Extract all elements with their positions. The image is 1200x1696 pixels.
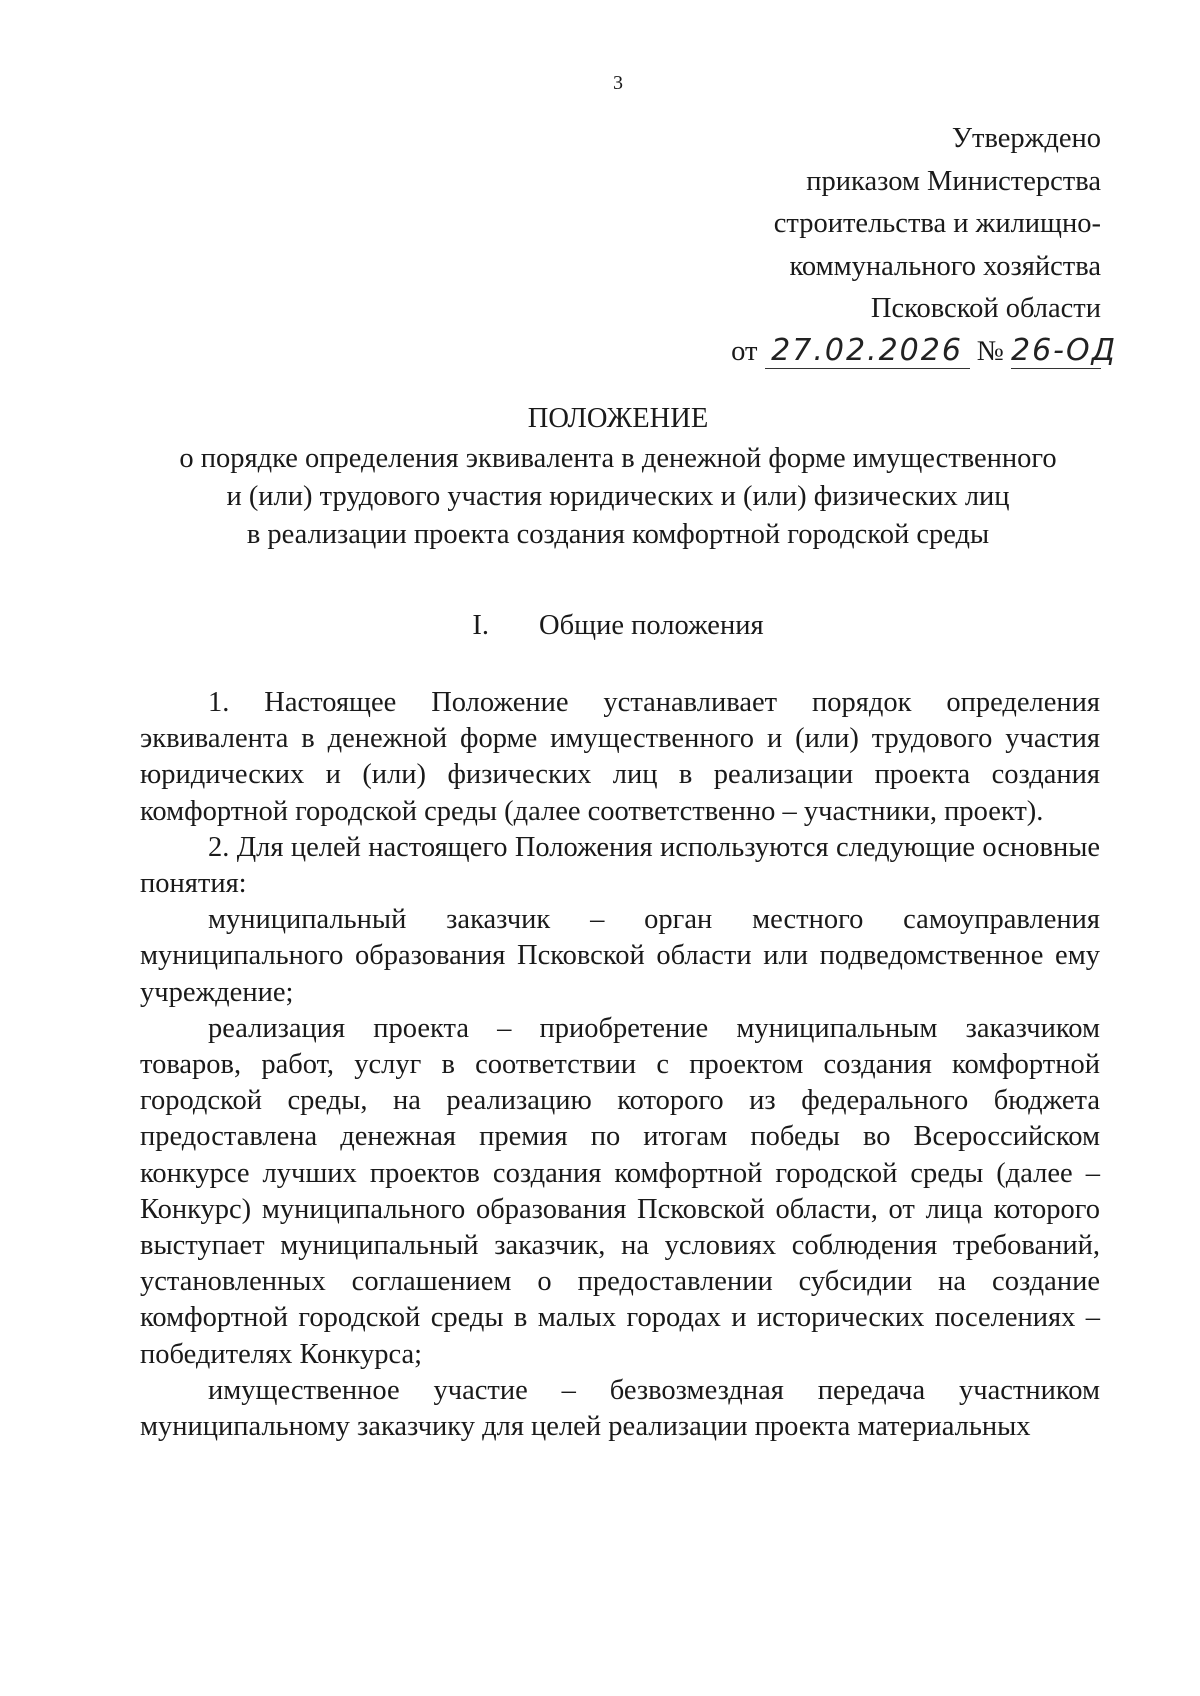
approval-line: Псковской области	[870, 293, 1101, 324]
date-prefix: от	[731, 335, 758, 367]
paragraph: имущественное участие – безвозмездная передача участником муниципальному заказчику для целей реализации проекта материальных	[140, 1374, 1100, 1443]
title-subtitle-line: о порядке определения эквивалента в денежной форме имущественного	[179, 443, 1057, 474]
handwritten-number: 26-ОД	[1011, 332, 1118, 368]
document-title	[0, 400, 1200, 554]
body-text	[140, 685, 1100, 1445]
approval-line: строительства и жилищно-	[773, 208, 1101, 239]
title-subtitle-line: в реализации проекта создания комфортной городской среды	[246, 519, 990, 550]
section-heading	[0, 610, 1200, 642]
paragraph: муниципальный заказчик – орган местного самоуправления муниципального образования Псковской области или подведомственное ему учреждение;	[140, 904, 1100, 1008]
handwritten-date: 27.02.2026	[765, 334, 970, 369]
paragraph: 1. Настоящее Положение устанавливает порядок определения эквивалента в денежной форме имущественного и (или) трудового участия юридических и (или) физических лиц в реализации проекта создания комфортной городской среды (далее соответственно – участники, проект).	[140, 687, 1100, 827]
paragraph: реализация проекта – приобретение муниципальным заказчиком товаров, работ, услуг в соответствии с проектом создания комфортной городской среды, на реализацию которого из федерального бюджета предоставлена денежная премия по итогам победы во Всероссийском конкурсе лучших проектов создания комфортной городской среды (далее – Конкурс) муниципального образования Псковской области, от лица которого выступает муниципальный заказчик, на условиях соблюдения требований, установленных соглашением о предоставлении субсидии на создание комфортной городской среды в малых городах и исторических поселениях – победителях Конкурса;	[140, 1012, 1100, 1370]
section-title: Общие положения	[539, 610, 764, 641]
title-heading: ПОЛОЖЕНИЕ	[527, 403, 709, 434]
section-number: I.	[472, 610, 490, 641]
title-subtitle-line: и (или) трудового участия юридических и (или) физических лиц	[226, 481, 1010, 512]
approval-line: Утверждено	[951, 123, 1101, 154]
approval-block	[731, 118, 1118, 373]
approval-date-line	[731, 331, 1118, 374]
page-number: 3	[613, 72, 623, 94]
paragraph: 2. Для целей настоящего Положения используются следующие основные понятия:	[140, 831, 1100, 900]
approval-line: коммунального хозяйства	[789, 250, 1101, 282]
approval-line: приказом Министерства	[806, 165, 1101, 197]
number-sign: №	[976, 335, 1004, 367]
